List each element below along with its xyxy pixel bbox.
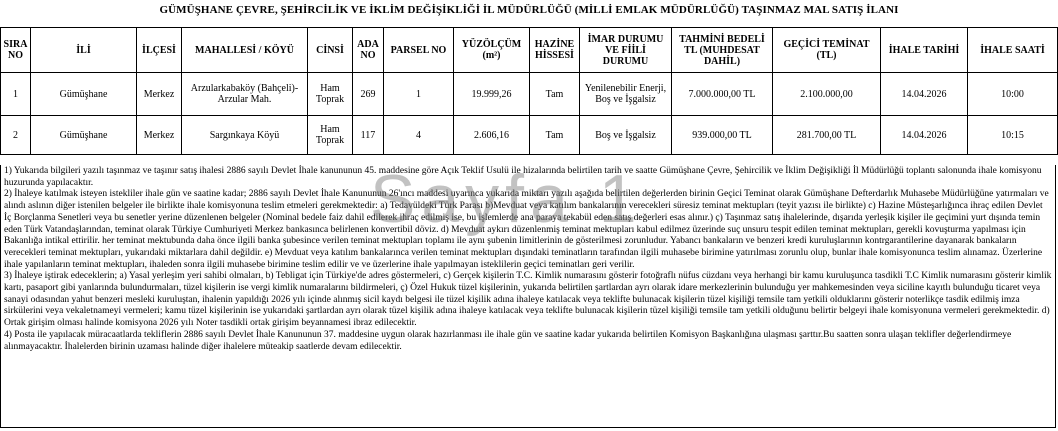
cell-saat: 10:15: [968, 116, 1058, 155]
cell-parsel: 4: [384, 116, 454, 155]
note-paragraph: 4) Posta ile yapılacak müracaatlarda tekliflerin 2886 sayılı Devlet İhale Kanununun 37. maddesine uygun olarak hazırlanması ile ihale gün ve saatine kadar yukarıda belirtilen Komisyon Başkanlığına ulaşması şarttır.Bu saatten sonra ulaşan teklifler değerlendirmeye alınmayacaktır. İhalelerden birinin uzaması halinde diğer ihalelere müteakip saatlerde devam edilecektir.: [4, 329, 1012, 352]
page-watermark: Sayfa 1: [370, 161, 643, 237]
cell-il: Gümüşhane: [31, 73, 137, 116]
cell-imar: Boş ve İşgalsiz: [580, 116, 672, 155]
cell-hisse: Tam: [530, 73, 580, 116]
header-yuzolcum: YÜZÖLÇÜM (m²): [454, 28, 530, 73]
note-paragraph: 1) Yukarıda bilgileri yazılı taşınmaz ve taşınır satış ihalesi 2886 sayılı Devlet İhale kanununun 45. maddesine göre Açık Teklif Usulü ile hizalarında belirtilen tarih ve saatte Gümüşhane Çevre, Şehircilik ve İklim Değişikliği İl Müdürlüğü toplantı salonunda ihale komisyonu huzurunda yapılacaktır.: [4, 166, 1042, 188]
cell-ilce: Merkez: [137, 73, 182, 116]
cell-mahalle: Arzularkabaköy (Bahçeli)- Arzular Mah.: [182, 73, 308, 116]
cell-hisse: Tam: [530, 116, 580, 155]
cell-il: Gümüşhane: [31, 116, 137, 155]
property-sale-table: [0, 27, 1058, 155]
header-row: [1, 28, 1058, 73]
cell-sira: 2: [1, 116, 31, 155]
cell-teminat: 281.700,00 TL: [773, 116, 881, 155]
header-il: İLİ: [31, 28, 137, 73]
header-bedel: TAHMİNİ BEDELİ TL (MUHDESAT DAHİL): [672, 28, 773, 73]
cell-yuzolcum: 19.999,26: [454, 73, 530, 116]
cell-mahalle: Sargınkaya Köyü: [182, 116, 308, 155]
header-tarih: İHALE TARİHİ: [881, 28, 968, 73]
header-mahalle: MAHALLESİ / KÖYÜ: [182, 28, 308, 73]
table-row: [1, 73, 1058, 116]
cell-ada: 269: [353, 73, 384, 116]
cell-bedel: 939.000,00 TL: [672, 116, 773, 155]
cell-bedel: 7.000.000,00 TL: [672, 73, 773, 116]
cell-parsel: 1: [384, 73, 454, 116]
cell-teminat: 2.100.000,00: [773, 73, 881, 116]
cell-ada: 117: [353, 116, 384, 155]
cell-tarih: 14.04.2026: [881, 73, 968, 116]
page-title: GÜMÜŞHANE ÇEVRE, ŞEHİRCİLİK VE İKLİM DEĞİŞİKLİĞİ İL MÜDÜRLÜĞÜ (MİLLİ EMLAK MÜDÜRLÜĞÜ) TAŞINMAZ MAL SATIŞ İLANI: [159, 4, 899, 16]
header-ada: ADA NO: [353, 28, 384, 73]
header-hisse: HAZİNE HİSSESİ: [530, 28, 580, 73]
cell-yuzolcum: 2.606,16: [454, 116, 530, 155]
header-imar: İMAR DURUMU VE FİİLİ DURUMU: [580, 28, 672, 73]
note-paragraph: 3) İhaleye iştirak edeceklerin; a) Yasal yerleşim yeri sahibi olmaları, b) Tebligat için Türkiye'de adres göstermeleri, c) Gerçek kişilerin T.C. Kimlik numarasını gösterir fotoğraflı nüfus cüzdanı veya herhangi bir kamu kuruluşunca tasdikli T.C Kimlik numarasını gösterir kimlik kartı, pasaport gibi yanlarında bulundurmaları, tüzel kişilerin ise vergi kimlik numaralarını bildirmeleri, ç) Özel Hukuk tüzel kişilerinin, yukarıda belirtilen şartlardan ayrı olarak idare merkezlerinin bulunduğu yer mahkemesinden veya siciline kayıtlı bulunduğu ticaret veya sanayi odasından yahut benzeri mesleki kuruluştan, ihalenin yapıldığı 2026 yılı içinde alınmış sicil kaydı belgesi ile tüzel kişilik adına ihaleye katılacak veya teklifte bulunacak kişilerin tüzel kişiliği temsile tam yetkili olduklarını gösterir noterlikçe tasdik edilmiş imza sirkülerini veya vekaletnameyi vermeleri; kamu tüzel kişilerinin ise yukarıdaki şartlardan ayrı olarak tüzel kişilik adına ihaleye katılacak veya teklifte bulunacak kişilerin tüzel kişiliği temsile tam yetkili olduğunu belirtir belgeyi ihale komisyonuna vermeleri gerekmektedir. d) Ortak girişim olması halinde komisyona 2026 yılı Noter tasdikli ortak girişim beyannamesi ibraz edilecektir.: [4, 271, 1052, 329]
cell-cins: Ham Toprak: [308, 116, 353, 155]
header-sira: SIRA NO: [1, 28, 31, 73]
cell-sira: 1: [1, 73, 31, 116]
header-cins: CİNSİ: [308, 28, 353, 73]
table-row: [1, 116, 1058, 155]
header-ilce: İLÇESİ: [137, 28, 182, 73]
cell-ilce: Merkez: [137, 116, 182, 155]
header-saat: İHALE SAATİ: [968, 28, 1058, 73]
note-paragraph: 2) İhaleye katılmak isteyen istekliler ihale gün ve saatine kadar; 2886 sayılı Devlet İhale Kanununun 26'ıncı maddesi uyarınca yukarıda miktarı yazılı aşağıda belirtilen değerlerden birinin Geçici Teminat olarak Gümüşhane Defterdarlık Muhasebe Müdürlüğüne yatırmaları ve alındı aslının diğer istenilen belgeler ile birlikte ihale komisyonuna teslim etmeleri gerekmektedir: a) Tedavüldeki Türk Parası b)Mevduat veya katılım bankalarının verecekleri süresiz teminat mektupları (teyit yazısı ile birlikte) c) Hazine Müsteşarlığınca ihraç edilen Devlet İç Borçlanma Senetleri veya bu senetler yerine düzenlenen belgeler (Nominal bedele faiz dahil edilerek ihraç edilmiş ise, bu işlemlerde ana paraya tekabül eden satış değerleri esas alınır.) ç) Taşınmaz satış ihalelerinde, dışarıda yerleşik kişiler ile geçimini yurt dışında temin eden Türk Vatandaşlarından, teminat olarak Türkiye Cumhuriyeti Merkez bankasınca belirlenen konvertibil döviz. d) Mevduat aykırı düzenlenmiş teminat mektupları kabul edilmez üzerinde suç unsuru tespit edilen teminat mektupları, gerekli kovuşturma yapılması için Bakanlığa intikal ettirilir. her teminat mektubunda daha önce ilgili banka şubesince verilen teminat mektupları toplamı ile aynı şubenin limitlerinin de gösterilmesi zorunludur. Yabancı bankaların ve benzeri kredi kuruluşlarının kontrgarantilerine dayanarak bankaların verecekleri teminat mektupları, yukarıdaki miktarlara dahil değildir. e) Mevduat veya katılım bankalarınca verilen teminat mektupları dışındaki teminatların tarafından ilgili muhasebe birimine yatırılması zorunlu olup, bunlar ihale komisyonunca teslim alınamaz. Üzerlerine ihale yapılanların teminat mektupları, ihaleden sonra ilgili muhasebe birimine teslim edilir ve ve üzerlerine ihale yapılmayan isteklilerin geçici teminatları geri verilir.: [4, 189, 1049, 270]
terms-section: [0, 165, 1056, 428]
cell-saat: 10:00: [968, 73, 1058, 116]
cell-imar: Yenilenebilir Enerji, Boş ve İşgalsiz: [580, 73, 672, 116]
header-parsel: PARSEL NO: [384, 28, 454, 73]
cell-cins: Ham Toprak: [308, 73, 353, 116]
cell-tarih: 14.04.2026: [881, 116, 968, 155]
header-teminat: GEÇİCİ TEMİNAT (TL): [773, 28, 881, 73]
